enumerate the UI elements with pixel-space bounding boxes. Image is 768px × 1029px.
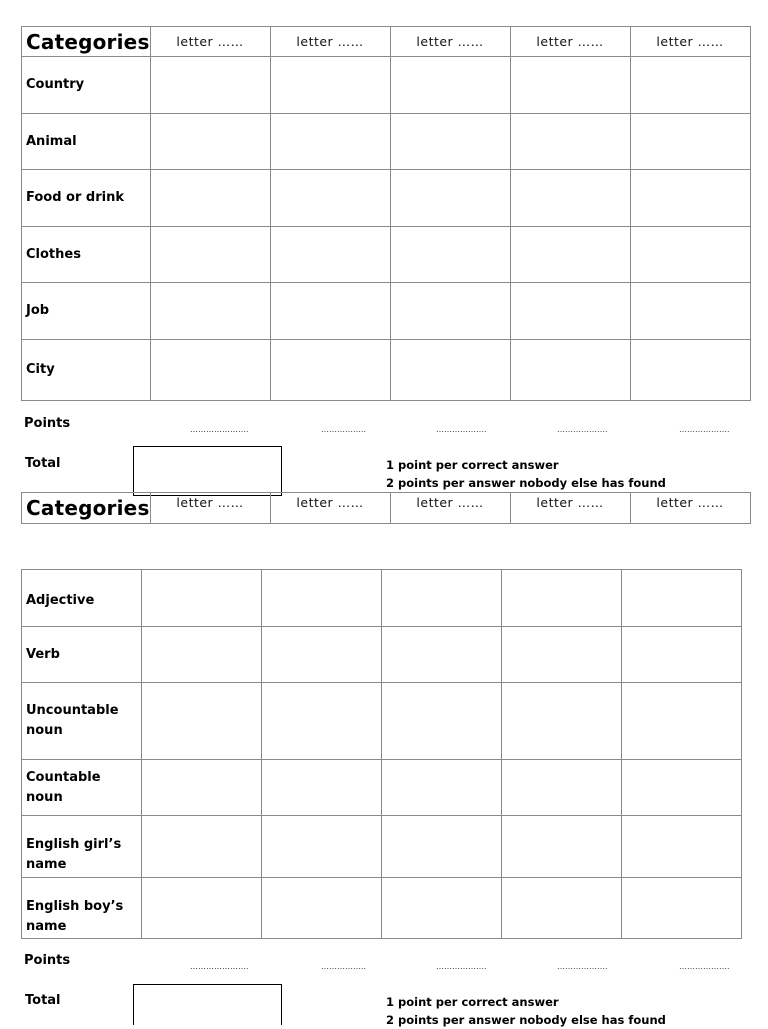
table-row bbox=[22, 340, 751, 401]
answer-cell[interactable] bbox=[270, 114, 390, 170]
answer-cell[interactable] bbox=[510, 227, 630, 283]
points-blank[interactable]: ………………. bbox=[557, 962, 608, 971]
header-title: Categories bbox=[22, 493, 151, 524]
answer-cell[interactable] bbox=[142, 878, 262, 939]
answer-cell[interactable] bbox=[510, 340, 630, 401]
answer-cell[interactable] bbox=[142, 760, 262, 816]
answer-cell[interactable] bbox=[390, 227, 510, 283]
category-label: Food or drink bbox=[22, 170, 151, 227]
letter-cell[interactable]: letter …… bbox=[270, 27, 390, 57]
scoring-rule: 2 points per answer nobody else has found bbox=[386, 1013, 666, 1027]
category-label: Clothes bbox=[22, 227, 151, 283]
answer-cell[interactable] bbox=[630, 57, 750, 114]
table-row bbox=[22, 627, 742, 683]
header-row bbox=[22, 27, 751, 57]
answer-cell[interactable] bbox=[150, 57, 270, 114]
answer-cell[interactable] bbox=[622, 627, 742, 683]
answer-cell[interactable] bbox=[390, 57, 510, 114]
answer-cell[interactable] bbox=[382, 816, 502, 878]
category-label: Countable noun bbox=[22, 760, 142, 816]
answer-cell[interactable] bbox=[142, 816, 262, 878]
answer-cell[interactable] bbox=[262, 760, 382, 816]
answer-cell[interactable] bbox=[630, 170, 750, 227]
answer-cell[interactable] bbox=[142, 683, 262, 760]
total-box[interactable] bbox=[133, 984, 282, 1025]
header-title: Categories bbox=[22, 27, 151, 57]
letter-cell[interactable]: letter …… bbox=[390, 27, 510, 57]
answer-cell[interactable] bbox=[262, 627, 382, 683]
scoring-rule: 1 point per correct answer bbox=[386, 458, 559, 472]
points-blank[interactable]: ………………. bbox=[679, 962, 730, 971]
answer-cell[interactable] bbox=[270, 57, 390, 114]
table-row bbox=[22, 114, 751, 170]
answer-cell[interactable] bbox=[502, 760, 622, 816]
answer-cell[interactable] bbox=[382, 878, 502, 939]
table-row bbox=[22, 878, 742, 939]
answer-cell[interactable] bbox=[270, 340, 390, 401]
answer-cell[interactable] bbox=[502, 627, 622, 683]
answer-cell[interactable] bbox=[390, 114, 510, 170]
category-label: City bbox=[22, 340, 151, 401]
answer-cell[interactable] bbox=[390, 283, 510, 340]
points-label: Points bbox=[24, 953, 71, 968]
answer-cell[interactable] bbox=[270, 170, 390, 227]
header-row bbox=[22, 493, 751, 524]
answer-cell[interactable] bbox=[502, 683, 622, 760]
answer-cell[interactable] bbox=[270, 227, 390, 283]
answer-cell[interactable] bbox=[630, 114, 750, 170]
points-blank[interactable]: ………………. bbox=[679, 425, 730, 434]
answer-cell[interactable] bbox=[270, 283, 390, 340]
table-row bbox=[22, 57, 751, 114]
answer-cell[interactable] bbox=[142, 627, 262, 683]
letter-cell[interactable]: letter …… bbox=[630, 27, 750, 57]
letter-cell[interactable]: letter …… bbox=[510, 27, 630, 57]
category-label: Uncountable noun bbox=[22, 683, 142, 760]
letter-cell[interactable]: letter …… bbox=[150, 27, 270, 57]
points-label: Points bbox=[24, 416, 71, 431]
points-blank[interactable]: ………………. bbox=[436, 425, 487, 434]
answer-cell[interactable] bbox=[622, 816, 742, 878]
answer-cell[interactable] bbox=[150, 340, 270, 401]
points-blank[interactable]: …………….. bbox=[321, 962, 367, 971]
answer-cell[interactable] bbox=[382, 683, 502, 760]
scoring-rule: 1 point per correct answer bbox=[386, 995, 559, 1009]
categories-table-1 bbox=[21, 26, 751, 401]
table-row bbox=[22, 760, 742, 816]
letter-cell[interactable]: letter …… bbox=[150, 493, 270, 524]
points-blank[interactable]: …………….. bbox=[321, 425, 367, 434]
answer-cell[interactable] bbox=[150, 114, 270, 170]
answer-cell[interactable] bbox=[622, 878, 742, 939]
table-row bbox=[22, 570, 742, 627]
answer-cell[interactable] bbox=[502, 878, 622, 939]
table-row bbox=[22, 283, 751, 340]
answer-cell[interactable] bbox=[262, 683, 382, 760]
categories-table-2-header bbox=[21, 492, 751, 524]
table-row bbox=[22, 227, 751, 283]
answer-cell[interactable] bbox=[390, 170, 510, 227]
answer-cell[interactable] bbox=[622, 683, 742, 760]
answer-cell[interactable] bbox=[510, 170, 630, 227]
answer-cell[interactable] bbox=[382, 570, 502, 627]
answer-cell[interactable] bbox=[630, 340, 750, 401]
letter-cell[interactable]: letter …… bbox=[390, 493, 510, 524]
category-label: Adjective bbox=[22, 570, 142, 627]
categories-table-2 bbox=[21, 569, 742, 939]
table-row bbox=[22, 816, 742, 878]
answer-cell[interactable] bbox=[262, 878, 382, 939]
category-label: English girl’s name bbox=[22, 816, 142, 878]
category-label: Job bbox=[22, 283, 151, 340]
total-label: Total bbox=[25, 456, 61, 471]
letter-cell[interactable]: letter …… bbox=[630, 493, 750, 524]
answer-cell[interactable] bbox=[150, 283, 270, 340]
answer-cell[interactable] bbox=[622, 570, 742, 627]
category-label: Animal bbox=[22, 114, 151, 170]
category-label: Country bbox=[22, 57, 151, 114]
answer-cell[interactable] bbox=[382, 627, 502, 683]
points-blank[interactable]: …………………. bbox=[190, 425, 249, 434]
points-blank[interactable]: ………………. bbox=[557, 425, 608, 434]
answer-cell[interactable] bbox=[142, 570, 262, 627]
answer-cell[interactable] bbox=[502, 570, 622, 627]
answer-cell[interactable] bbox=[382, 760, 502, 816]
answer-cell[interactable] bbox=[390, 340, 510, 401]
answer-cell[interactable] bbox=[630, 227, 750, 283]
total-box[interactable] bbox=[133, 446, 282, 496]
points-blank[interactable]: …………………. bbox=[190, 962, 249, 971]
answer-cell[interactable] bbox=[510, 57, 630, 114]
total-label: Total bbox=[25, 993, 61, 1008]
points-blank[interactable]: ………………. bbox=[436, 962, 487, 971]
answer-cell[interactable] bbox=[262, 570, 382, 627]
letter-cell[interactable]: letter …… bbox=[510, 493, 630, 524]
answer-cell[interactable] bbox=[150, 227, 270, 283]
table-row bbox=[22, 170, 751, 227]
table-row bbox=[22, 683, 742, 760]
answer-cell[interactable] bbox=[622, 760, 742, 816]
letter-cell[interactable]: letter …… bbox=[270, 493, 390, 524]
category-label: Verb bbox=[22, 627, 142, 683]
scoring-rule: 2 points per answer nobody else has found bbox=[386, 476, 666, 490]
answer-cell[interactable] bbox=[510, 114, 630, 170]
answer-cell[interactable] bbox=[262, 816, 382, 878]
answer-cell[interactable] bbox=[502, 816, 622, 878]
answer-cell[interactable] bbox=[630, 283, 750, 340]
answer-cell[interactable] bbox=[510, 283, 630, 340]
category-label: English boy’s name bbox=[22, 878, 142, 939]
answer-cell[interactable] bbox=[150, 170, 270, 227]
